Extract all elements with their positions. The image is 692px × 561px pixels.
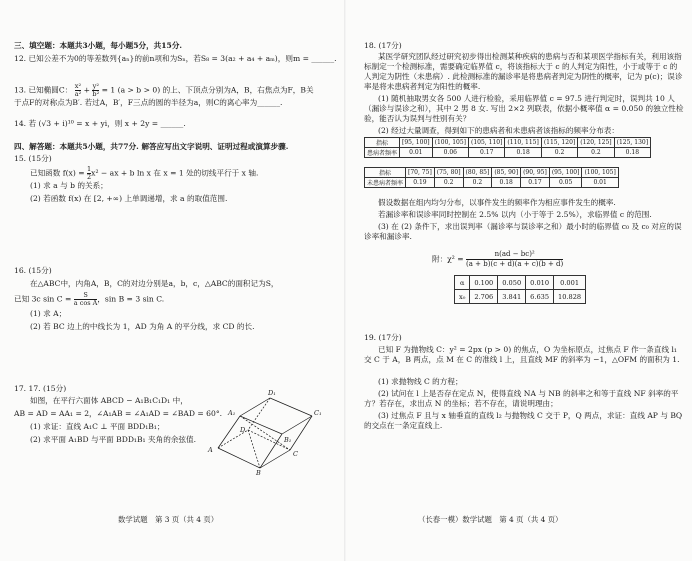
table-cell: (75, 80]	[434, 168, 463, 178]
question-15-part2: (2) 若函数 f(x) 在 [2, +∞) 上单调递增，求 a 的取值范围.	[30, 194, 228, 203]
table-cell: (110, 115]	[505, 138, 541, 148]
edge-b1-c1	[282, 416, 312, 434]
table-cell: 0.06	[432, 148, 468, 158]
q15-half-den: 2	[87, 173, 92, 181]
chi-square-label: 附：χ² =	[432, 254, 464, 264]
question-17-head: 17. 17. (15分)	[14, 384, 67, 393]
page-3-footer: 数学试题 第 3 页（共 4 页）	[118, 515, 219, 524]
q13-rest: = 1 (a > b > 0) 的上、下顶点分别为A，B，右焦点为F，B关	[101, 85, 314, 95]
table-cell: (125, 130]	[614, 138, 650, 148]
diag-a1-c	[240, 416, 290, 450]
label-c: C	[293, 450, 298, 458]
edge-a1-d1	[240, 398, 270, 416]
question-13-line1	[14, 83, 314, 98]
page-4-footer: （长春一模）数学试题 第 4 页（共 4 页）	[418, 515, 563, 524]
table-cell: 0.18	[505, 148, 541, 158]
table-cell: 0.2	[434, 178, 463, 188]
question-12: 12. 已知公差不为0的等差数列{aₙ}的前n项和为Sₙ，若S₈ = 3(a₂ + a₄ + aₘ)，则m = ______.	[14, 54, 337, 63]
question-16-stem: 在△ABC中，内角A，B，C的对边分别是a，b，c，△ABC的面积记为S，	[30, 279, 279, 288]
table-cell: 0.100	[470, 276, 498, 290]
chi-square-formula	[432, 250, 563, 269]
table-cell: 0.01	[400, 148, 433, 158]
table-cell: (105, 110]	[469, 138, 505, 148]
chi-square-fraction	[466, 250, 563, 269]
question-18-part1: (1) 随机抽取男女各 500 人进行检验，采用临界值 c = 97.5 进行判定时，误判共 10 人（漏诊与误诊之和），其中 2 男 8 女. 写出 2×2 列联表，依据小概率值 α = 0.050 的独立性检验，能否认为误判与性别有关？	[364, 94, 684, 123]
label-c1: C₁	[314, 409, 322, 417]
critical-value-table	[454, 275, 586, 304]
table-cell: 0.2	[541, 148, 577, 158]
label-d1: D₁	[268, 389, 276, 397]
question-13-line2: 于点F的对称点为B′. 若过A，B′，F三点的圆的半径为a，则C的离心率为______.	[14, 98, 283, 107]
question-17-part2: (2) 求平面 A₁BD 与平面 BDD₁B₁ 夹角的余弦值.	[30, 435, 196, 444]
table-cell: (100, 105]	[582, 168, 618, 178]
table-cell: 2.706	[470, 290, 498, 304]
edge-c1-c	[290, 416, 312, 450]
q16-given-prefix: 已知 3c sin C =	[14, 294, 72, 304]
question-19-part3: (3) 过焦点 F 且与 x 轴垂直的直线 l₂ 与抛物线 C 交于 P，Q 两点，求证：直线 AP 与 BQ 的交点在一条定直线上.	[364, 411, 683, 430]
table-cell: 0.17	[521, 178, 550, 188]
table-cell: 0.19	[406, 178, 435, 188]
edge-d1-d	[248, 398, 270, 430]
q15-rest: x² − ax + b ln x 在 x = 1 处的切线平行于 x 轴.	[91, 168, 259, 178]
table-cell: x₀	[455, 290, 470, 304]
table-cell: (100, 105]	[432, 138, 468, 148]
table-cell: 0.010	[526, 276, 554, 290]
table-cell: 未患病者频率	[365, 178, 406, 188]
table-row	[365, 178, 619, 188]
question-18-part3: (3) 在 (2) 条件下，求出误判率（漏诊率与误诊率之和）最小时的临界值 c₀ 及 c₀ 对应的误诊率和漏诊率.	[364, 222, 682, 241]
table-cell: 3.841	[498, 290, 526, 304]
q13-x-num: x²	[74, 82, 82, 90]
non-diseased-frequency-table	[364, 167, 619, 188]
q15-prefix: 已知函数 f(x) =	[30, 168, 85, 178]
table-cell: 0.2	[578, 148, 614, 158]
q15-half-num: 1	[87, 165, 92, 173]
question-15-stem	[30, 166, 258, 181]
table-cell: 0.18	[614, 148, 650, 158]
table-cell: 指标	[365, 168, 406, 178]
question-17-stem: 如图，在平行六面体 ABCD − A₁B₁C₁D₁ 中，	[30, 396, 188, 405]
question-19-intro: 已知 F 为抛物线 C：y² = 2px (p > 0) 的焦点，O 为坐标原点，过焦点 F 作一条直线 l₁ 交 C 于 A，B 两点，点 M 在 C 的准线 l 上，且直线 MF 的斜率为 −1，△OFM 的面积为 1.	[364, 345, 680, 364]
q16-given-rest: ，sin B = 3 sin C.	[97, 294, 165, 304]
table-cell: (80, 85]	[463, 168, 492, 178]
table-cell: 0.001	[554, 276, 586, 290]
section-3-title: 三、填空题：本题共3小题，每小题5分，共15分.	[14, 41, 183, 50]
q13-prefix: 13. 已知椭圆C：	[14, 85, 73, 95]
table-cell: (115, 120]	[541, 138, 577, 148]
q16-fraction	[74, 292, 98, 307]
chi-square-numerator: n(ad − bc)²	[466, 250, 563, 260]
edge-d1-c1	[270, 398, 312, 416]
question-15-part1: (1) 求 a 与 b 的关系；	[30, 181, 108, 190]
table-cell: (90, 95]	[521, 168, 550, 178]
q13-x-den: a²	[74, 90, 82, 98]
edge-a-b	[218, 448, 260, 468]
diseased-frequency-table	[364, 137, 651, 158]
label-b1: B₁	[284, 436, 292, 444]
table-cell: 0.17	[469, 148, 505, 158]
table-cell: [70, 75]	[406, 168, 435, 178]
table-cell: 0.01	[582, 178, 618, 188]
page-4	[346, 0, 692, 561]
q13-plus: +	[83, 85, 90, 95]
edge-b1-b	[260, 434, 282, 468]
question-18-intro: 某医学研究团队经过研究初步得出检测某种疾病的患病与否和某项医学指标有关，利用该指标制定一个检测标准，需要确定临界值 c，将该指标大于 c 的人判定为阳性，小于或等于 c 的人判定为阴性（未患病）. 此检测标准的漏诊率是将患病者判定为阴性的概率，记为 p(c)；误诊率是将未患病者判定为阳性的概率.	[364, 52, 683, 91]
q13-y-den: b²	[92, 90, 100, 98]
table-row	[455, 290, 586, 304]
table-cell: 6.635	[526, 290, 554, 304]
question-18-part2: (2) 经过大量调查，得到如下的患病者和未患病者该指标的频率分布表：	[378, 126, 619, 135]
table-cell: (120, 125]	[578, 138, 614, 148]
question-19-part1: (1) 求抛物线 C 的方程；	[378, 377, 463, 386]
q13-x-fraction	[75, 83, 81, 98]
table-cell: [95, 100]	[400, 138, 433, 148]
table-cell: 0.18	[492, 178, 521, 188]
q13-y-num: y²	[92, 82, 99, 90]
question-16-part2: (2) 若 BC 边上的中线长为 1，AD 为角 A 的平分线，求 CD 的长.	[30, 322, 255, 331]
section-4-title: 四、解答题：本题共5小题，共77分. 解答应写出文字说明、证明过程或演算步骤.	[14, 142, 289, 151]
label-a: A	[208, 446, 213, 454]
table-header-row	[365, 168, 619, 178]
question-16-part1: (1) 求 A；	[30, 309, 67, 318]
table-cell: 0.2	[463, 178, 492, 188]
question-19-part2: (2) 试问在 l 上是否存在定点 N，使得直线 NA 与 NB 的斜率之和等于直线 NF 斜率的平方？若存在，求出点 N 的坐标；若不存在，请说明理由；	[364, 389, 679, 408]
question-18-requirement: 若漏诊率和误诊率同时控制在 2.5% 以内（小于等于 2.5%），求临界值 c 的范围.	[378, 210, 652, 219]
table-cell: (95, 100]	[549, 168, 582, 178]
label-d: D	[240, 426, 246, 434]
question-16-given	[14, 292, 164, 307]
question-17-part1: (1) 求证：直线 A₁C ⊥ 平面 BDD₁B₁；	[30, 422, 165, 431]
label-b: B	[256, 469, 261, 476]
question-16-head: 16. (15分)	[14, 266, 52, 275]
table-cell: α	[455, 276, 470, 290]
label-a1: A₁	[228, 409, 236, 417]
question-17-given: AB = AD = AA₁ = 2，∠A₁AB = ∠A₁AD = ∠BAD = 60°.	[14, 409, 223, 418]
question-15-head: 15. (15分)	[14, 154, 52, 163]
parallelepiped-figure	[200, 386, 330, 476]
table-row	[455, 276, 586, 290]
q16-frac-den: a cos A	[73, 299, 98, 307]
question-18-head: 18. (17分)	[364, 41, 402, 50]
table-cell: 0.050	[498, 276, 526, 290]
diag-d-b	[248, 430, 260, 468]
question-18-assumption: 假设数据在组内均匀分布，以事件发生的频率作为相应事件发生的概率.	[378, 198, 616, 207]
table-cell: 患病者频率	[365, 148, 400, 158]
table-cell: 0.05	[549, 178, 582, 188]
q13-y-fraction	[92, 83, 99, 98]
q16-frac-num: S	[74, 292, 98, 300]
edge-b-c	[260, 450, 290, 468]
question-19-head: 19. (17分)	[364, 333, 402, 342]
table-cell: (85, 90]	[492, 168, 521, 178]
edge-a1-a	[218, 416, 240, 448]
chi-square-denominator: (a + b)(c + d)(a + c)(b + d)	[466, 260, 564, 268]
table-cell: 10.828	[554, 290, 586, 304]
question-14: 14. 若 (√3 + i)¹⁰ = x + yi，则 x + 2y = ______.	[14, 119, 186, 128]
table-row	[365, 148, 651, 158]
table-cell: 指标	[365, 138, 400, 148]
table-header-row	[365, 138, 651, 148]
